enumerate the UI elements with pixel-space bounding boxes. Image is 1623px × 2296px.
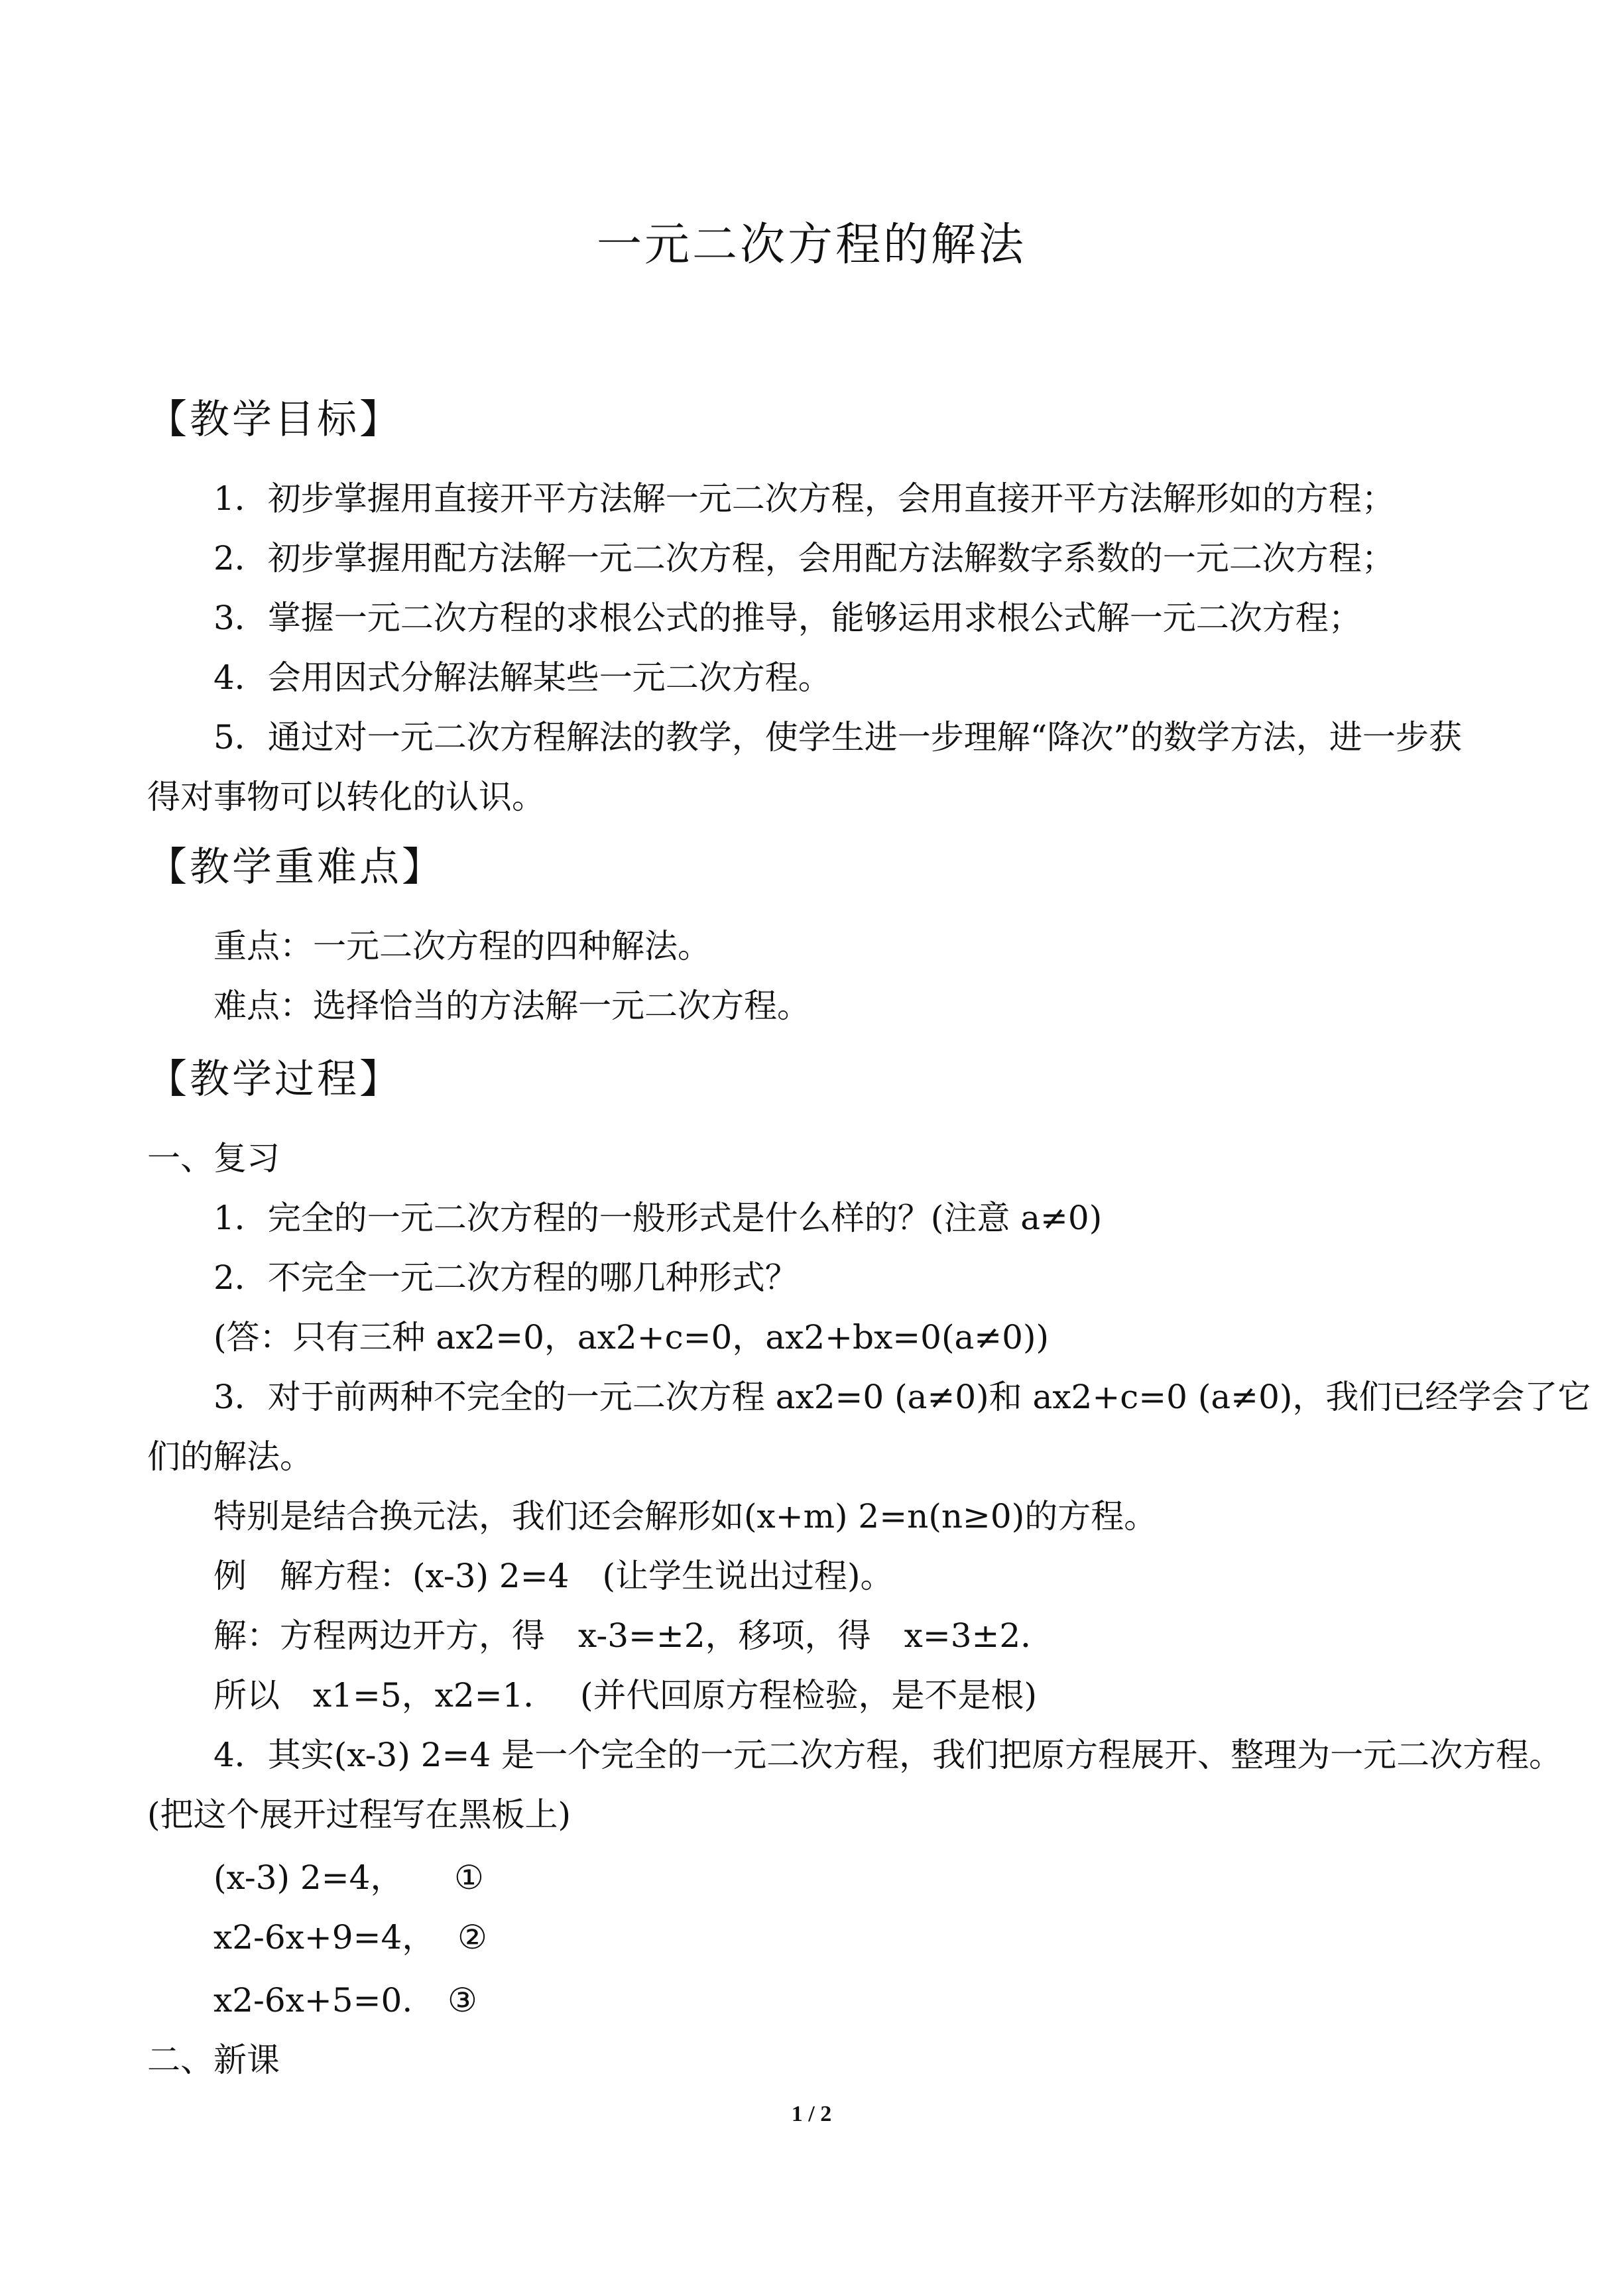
review-question-2: 2．不完全一元二次方程的哪几种形式？ — [213, 1258, 798, 1297]
section-heading-process: 【教学过程】 — [147, 1056, 402, 1103]
section-heading-key-points: 【教学重难点】 — [147, 844, 444, 890]
review-answer-2: (答：只有三种 ax2=0，ax2+c=0，ax2+bx=0(a≠0)) — [213, 1318, 1050, 1357]
review-question-4: 4．其实(x-3) 2=4 是一个完全的一元二次方程，我们把原方程展开、整理为一元二次方程。 — [213, 1736, 1563, 1774]
example-check-note: (并代回原方程检验，是不是根) — [580, 1676, 1038, 1715]
goal-item-5: 5．通过对一元二次方程解法的教学，使学生进一步理解“降次”的数学方法，进一步获 — [213, 718, 1462, 756]
page-title: 一元二次方程的解法 — [596, 219, 1026, 271]
key-focus: 重点：一元二次方程的四种解法。 — [213, 927, 711, 965]
goal-item-4: 4．会用因式分解法解某些一元二次方程。 — [213, 658, 831, 697]
example-result: 所以 x1=5，x2=1． — [213, 1676, 557, 1715]
new-lesson-heading: 二、新课 — [147, 2041, 280, 2079]
review-question-4-continued: (把这个展开过程写在黑板上) — [147, 1795, 571, 1834]
review-question-3: 3．对于前两种不完全的一元二次方程 ax2=0 (a≠0)和 ax2+c=0 (a≠0)，我们已经学会了它 — [213, 1378, 1591, 1416]
equation-3-marker: ③ — [448, 1981, 477, 2020]
review-question-1: 1．完全的一元二次方程的一般形式是什么样的？(注意 a≠0) — [213, 1199, 1103, 1237]
example-problem: 例 解方程：(x-3) 2=4 (让学生说出过程)。 — [213, 1557, 894, 1595]
key-difficulty: 难点：选择恰当的方法解一元二次方程。 — [213, 987, 810, 1025]
equation-2-marker: ② — [457, 1918, 487, 1957]
review-special-form: 特别是结合换元法，我们还会解形如(x+m) 2=n(n≥0)的方程。 — [213, 1497, 1158, 1536]
equation-1-marker: ① — [454, 1858, 484, 1897]
page-number: 1 / 2 — [791, 2102, 832, 2126]
section-heading-goals: 【教学目标】 — [147, 396, 402, 443]
equation-1: (x-3) 2=4， — [213, 1858, 404, 1897]
goal-item-1: 1．初步掌握用直接开平方法解一元二次方程，会用直接开平方法解形如的方程； — [213, 479, 1395, 518]
review-heading: 一、复习 — [147, 1139, 280, 1178]
equation-2: x2-6x+9=4， — [213, 1918, 436, 1957]
goal-item-2: 2．初步掌握用配方法解一元二次方程，会用配方法解数字系数的一元二次方程； — [213, 539, 1395, 577]
goal-item-3: 3．掌握一元二次方程的求根公式的推导，能够运用求根公式解一元二次方程； — [213, 599, 1362, 637]
example-solution: 解：方程两边开方，得 x-3=±2，移项，得 x=3±2． — [213, 1616, 1054, 1655]
equation-3: x2-6x+5=0. — [213, 1981, 413, 2020]
goal-item-5-continued: 得对事物可以转化的认识。 — [147, 778, 545, 816]
review-question-3-continued: 们的解法。 — [147, 1437, 313, 1476]
